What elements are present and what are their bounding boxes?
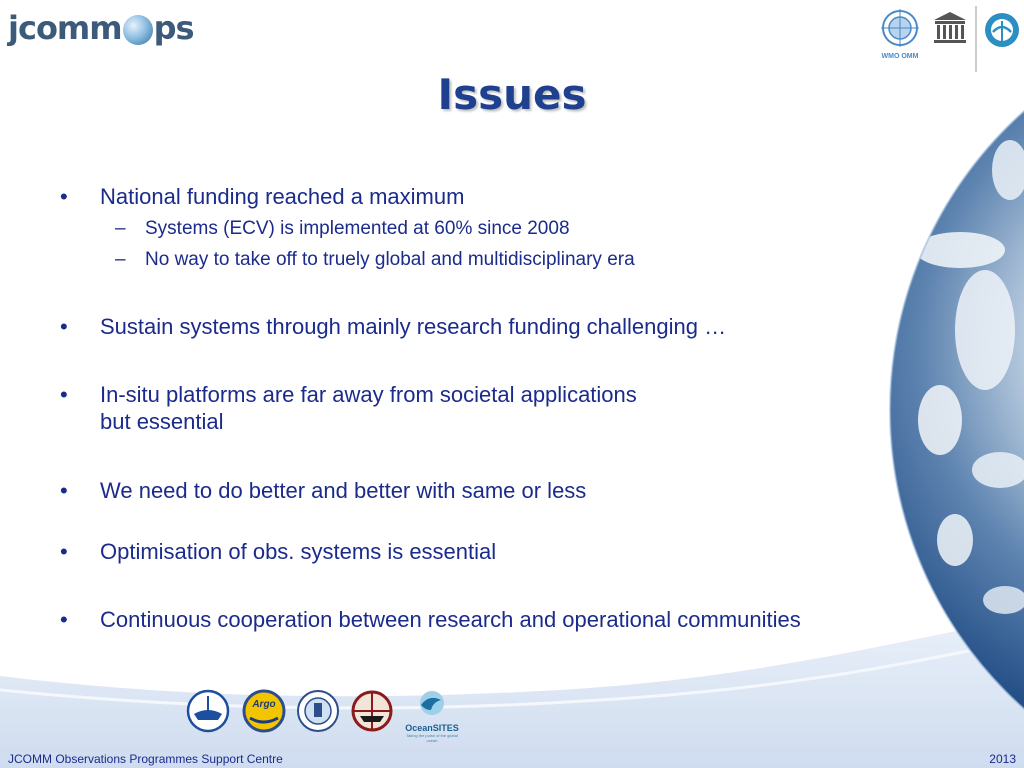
bullet-marker: •	[60, 478, 68, 503]
logo-text-right: ps	[153, 9, 194, 47]
sot-logo	[353, 692, 391, 730]
ioc-logo	[985, 13, 1019, 47]
bullet-text: Sustain systems through mainly research funding challenging …	[100, 314, 727, 339]
bullet-marker: •	[60, 314, 68, 339]
bullet-text: We need to do better and better with same or less	[100, 478, 587, 503]
sub-bullet-marker: –	[115, 218, 126, 239]
wmo-logo	[881, 9, 919, 60]
bullet-text-line2: but essential	[100, 409, 224, 434]
dbcp-logo	[298, 691, 338, 731]
oceansites-logo	[402, 690, 462, 743]
program-logos	[186, 686, 396, 736]
argo-label: Argo	[252, 699, 276, 710]
sub-bullet-marker: –	[115, 249, 126, 270]
footer-organization: JCOMM Observations Programmes Support Centre	[8, 752, 283, 766]
bullet-text: National funding reached a maximum	[100, 184, 465, 209]
sub-bullet-text: Systems (ECV) is implemented at 60% since 2008	[145, 218, 570, 239]
bullet-text: Optimisation of obs. systems is essential	[100, 539, 497, 564]
oceansites-tagline: Taking the pulse of the global ocean	[406, 733, 458, 743]
bullet-text-line1: In-situ platforms are far away from societal applications	[100, 382, 637, 407]
footer-year: 2013	[989, 752, 1016, 766]
bullet-marker: •	[60, 607, 68, 632]
bullet-text: Continuous cooperation between research and operational communities	[100, 607, 801, 632]
bullet-marker: •	[60, 184, 68, 209]
logo-text-left: jcomm	[8, 9, 122, 47]
logo-globe-icon	[123, 15, 153, 45]
bullet-marker: •	[60, 382, 68, 407]
bullet-marker: •	[60, 539, 68, 564]
goship-logo	[188, 691, 228, 731]
oceansites-label: OceanSITES	[405, 723, 459, 733]
argo-logo	[244, 691, 284, 731]
jcommops-logo	[8, 6, 194, 50]
sub-bullet-text: No way to take off to truely global and multidisciplinary era	[145, 249, 635, 270]
slide-title: Issues	[437, 70, 587, 119]
wmo-caption: WMO OMM	[881, 53, 919, 60]
unesco-logo	[934, 12, 966, 43]
jcommops-logo-wordmark	[8, 9, 194, 47]
partner-logos	[870, 4, 1024, 72]
oceansites-swirl-icon	[415, 690, 449, 716]
